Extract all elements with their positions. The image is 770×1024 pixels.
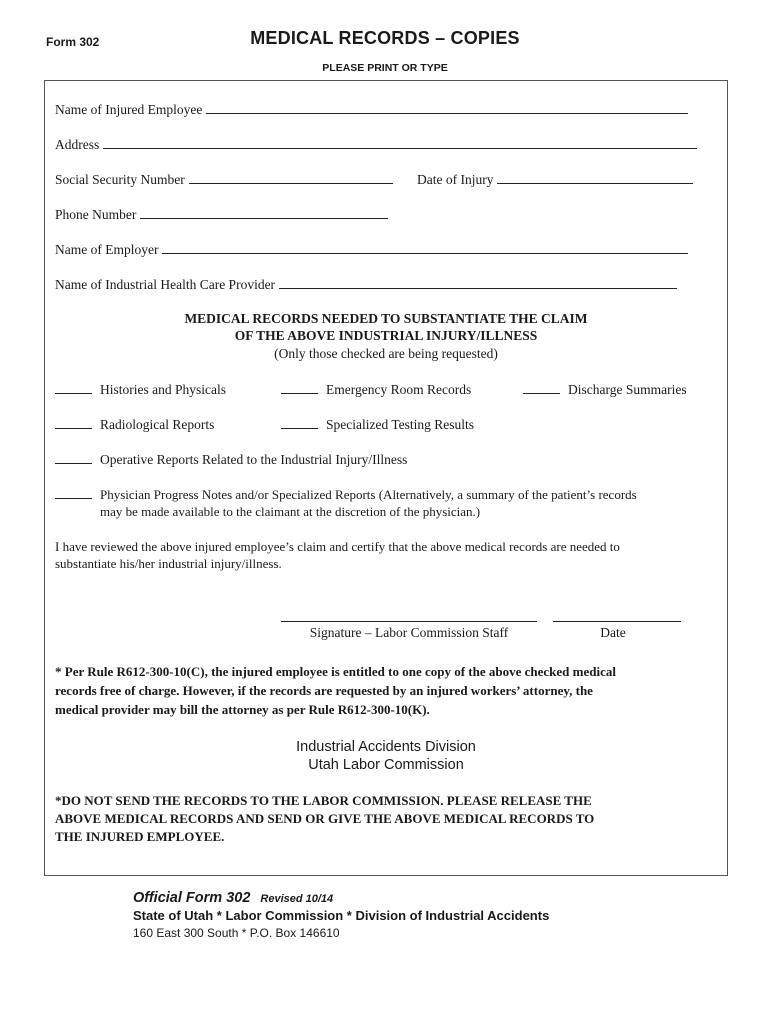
check-specialized — [281, 416, 474, 433]
section-note: (Only those checked are being requested) — [274, 346, 498, 361]
provider-label: Name of Industrial Health Care Provider — [55, 277, 276, 292]
histories-checkbox[interactable] — [55, 381, 92, 394]
signature-field[interactable] — [281, 620, 537, 622]
warning-line2: ABOVE MEDICAL RECORDS AND SEND OR GIVE THE ABOVE MEDICAL RECORDS TO — [55, 811, 595, 826]
employer-field[interactable] — [162, 241, 688, 254]
date-of-injury-field[interactable] — [497, 171, 693, 184]
footer-agency: State of Utah * Labor Commission * Division of Industrial Accidents — [133, 908, 550, 923]
emergency-label: Emergency Room Records — [326, 382, 472, 397]
injured-employee-row — [55, 101, 688, 118]
emergency-checkbox[interactable] — [281, 381, 318, 394]
progress-checkbox[interactable] — [55, 486, 92, 499]
phone-label: Phone Number — [55, 207, 137, 222]
employer-label: Name of Employer — [55, 242, 159, 257]
address-field[interactable] — [103, 136, 697, 149]
rule-note-line2: records free of charge. However, if the records are requested by an injured workers’ attorney, the — [55, 683, 593, 698]
injured-employee-label: Name of Injured Employee — [55, 102, 203, 117]
employer-row — [55, 241, 688, 258]
check-emergency — [281, 381, 471, 398]
date-field[interactable] — [553, 620, 681, 622]
provider-field[interactable] — [279, 276, 677, 289]
date-label: Date — [600, 625, 626, 640]
certification-line2: substantiate his/her industrial injury/illness. — [55, 556, 282, 571]
histories-label: Histories and Physicals — [100, 382, 226, 397]
discharge-label: Discharge Summaries — [568, 382, 687, 397]
address-label: Address — [55, 137, 100, 152]
radiological-checkbox[interactable] — [55, 416, 92, 429]
injured-employee-field[interactable] — [206, 101, 688, 114]
print-instruction: PLEASE PRINT OR TYPE — [322, 62, 448, 74]
section-title-line1: MEDICAL RECORDS NEEDED TO SUBSTANTIATE THE CLAIM — [184, 311, 588, 326]
division-line2: Utah Labor Commission — [308, 757, 464, 773]
provider-row — [55, 276, 677, 293]
phone-row — [55, 206, 388, 223]
address-row — [55, 136, 697, 153]
discharge-checkbox[interactable] — [523, 381, 560, 394]
check-operative — [55, 451, 407, 468]
form-number: Form 302 — [46, 35, 100, 49]
operative-checkbox[interactable] — [55, 451, 92, 464]
official-form-label: Official Form 302 — [133, 890, 251, 906]
progress-label-line1: Physician Progress Notes and/or Specialized Reports (Alternatively, a summary of the patient’s records — [100, 487, 637, 502]
revised-date: Revised 10/14 — [260, 893, 334, 905]
check-histories — [55, 381, 226, 398]
signature-label: Signature – Labor Commission Staff — [309, 625, 509, 640]
ssn-row — [55, 171, 393, 188]
warning-line3: THE INJURED EMPLOYEE. — [55, 829, 225, 844]
date-of-injury-row — [417, 171, 693, 188]
check-discharge — [523, 381, 687, 398]
specialized-checkbox[interactable] — [281, 416, 318, 429]
specialized-label: Specialized Testing Results — [326, 417, 475, 432]
form-title: MEDICAL RECORDS – COPIES — [250, 28, 520, 48]
ssn-field[interactable] — [189, 171, 393, 184]
date-of-injury-label: Date of Injury — [417, 172, 494, 187]
footer-official — [133, 890, 333, 906]
check-radiological — [55, 416, 214, 433]
radiological-label: Radiological Reports — [100, 417, 215, 432]
ssn-label: Social Security Number — [55, 172, 185, 187]
phone-field[interactable] — [140, 206, 388, 219]
footer-address: 160 East 300 South * P.O. Box 146610 — [133, 926, 340, 940]
rule-note-line1: * Per Rule R612-300-10(C), the injured employee is entitled to one copy of the above checked medical — [55, 664, 616, 679]
section-title-line2: OF THE ABOVE INDUSTRIAL INJURY/ILLNESS — [234, 328, 538, 343]
division-line1: Industrial Accidents Division — [296, 739, 476, 755]
check-progress — [55, 486, 637, 503]
operative-label: Operative Reports Related to the Industrial Injury/Illness — [100, 452, 408, 467]
warning-line1: *DO NOT SEND THE RECORDS TO THE LABOR COMMISSION. PLEASE RELEASE THE — [55, 793, 592, 808]
certification-line1: I have reviewed the above injured employee’s claim and certify that the above medical records are needed to — [55, 539, 620, 554]
rule-note-line3: medical provider may bill the attorney as per Rule R612-300-10(K). — [55, 702, 430, 717]
progress-label-line2: may be made available to the claimant at the discretion of the physician.) — [100, 504, 481, 519]
